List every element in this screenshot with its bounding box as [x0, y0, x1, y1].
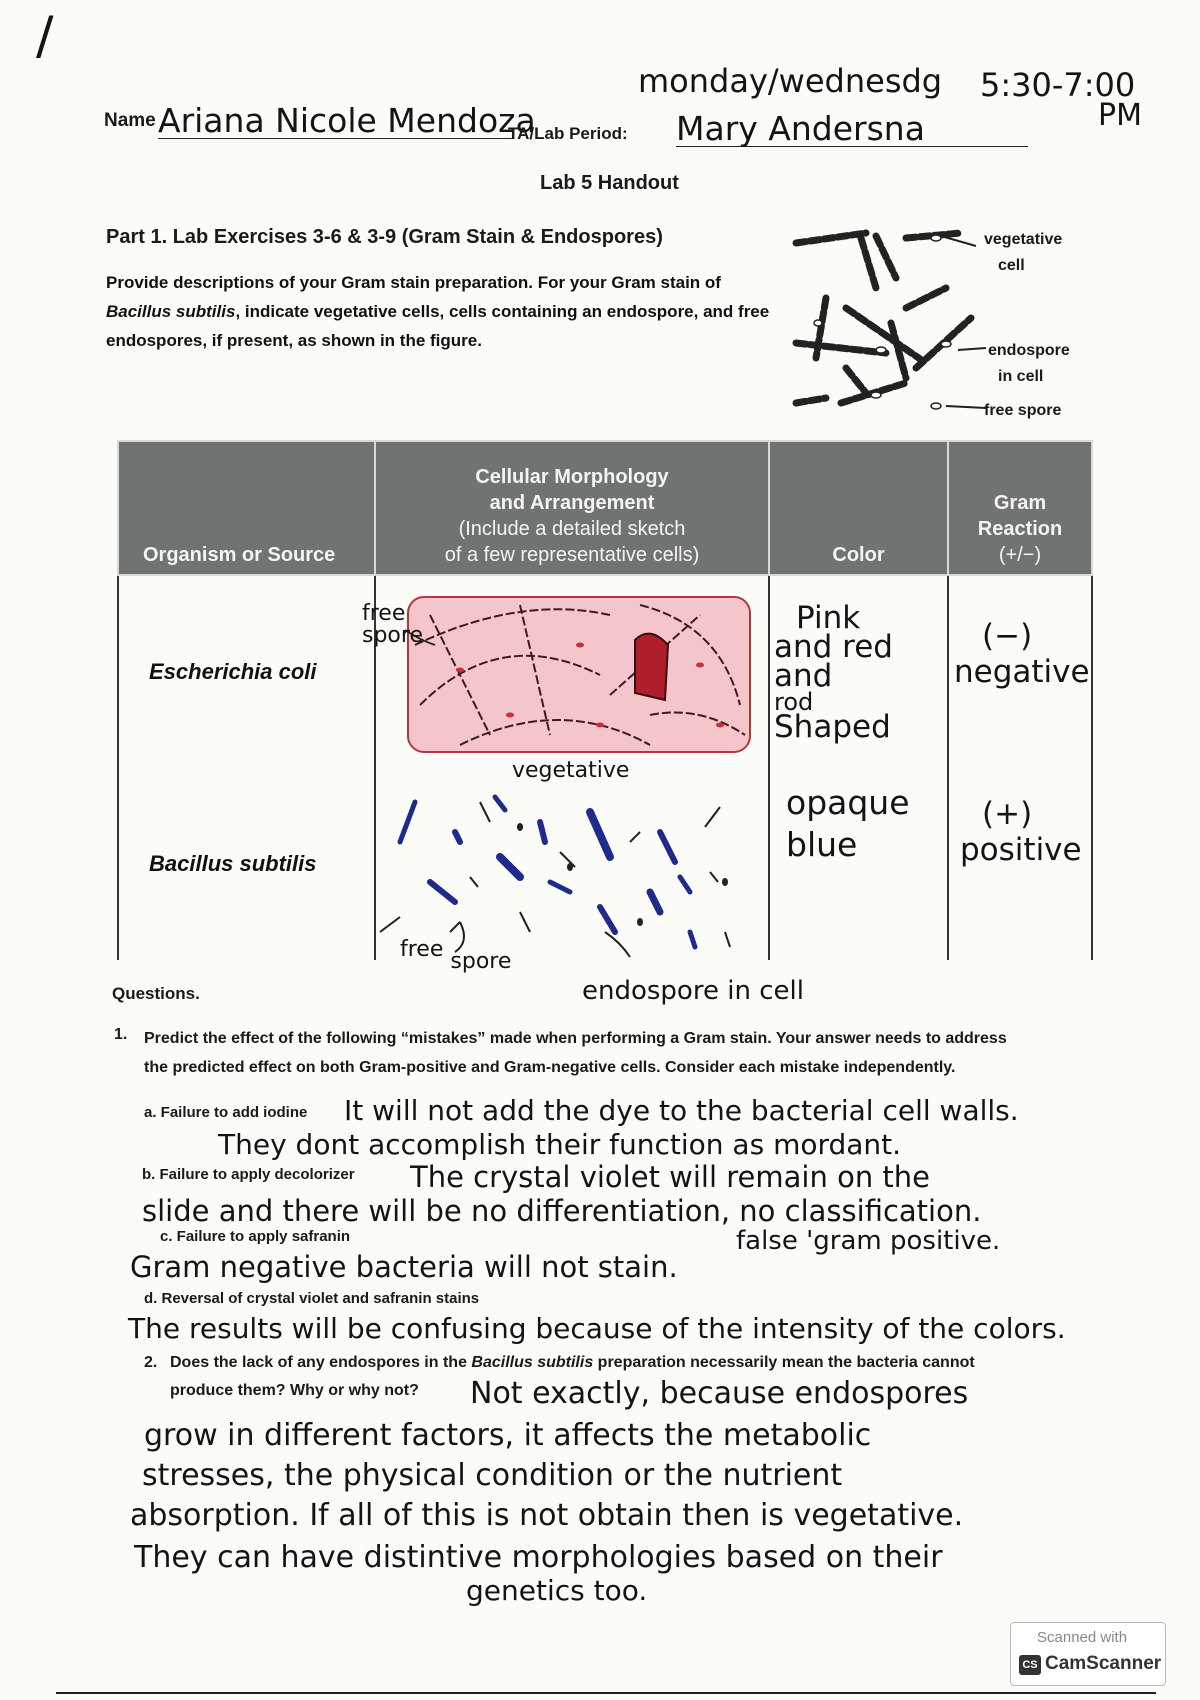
- header-gram-1: Gram: [993, 492, 1047, 514]
- figure-label-free: free spore: [984, 402, 1062, 419]
- page-title: Lab 5 Handout: [540, 172, 679, 194]
- figure-label-endospore-2: in cell: [998, 368, 1044, 385]
- figure-chain-12: [796, 398, 826, 403]
- watermark-line-1: Scanned with: [1037, 1629, 1128, 1646]
- q2-text-2: produce them? Why or why not?: [170, 1382, 419, 1399]
- bacillus-spore: [517, 823, 523, 831]
- q2-answer-6: genetics too.: [466, 1574, 648, 1607]
- instructions-line-1: Provide descriptions of your Gram stain preparation. For your Gram stain of: [106, 273, 721, 292]
- bacillus-spore: [637, 918, 643, 926]
- bacillus-stroke: [470, 877, 478, 887]
- instructions-line-2: [106, 297, 786, 326]
- header-morphology-2: and Arrangement: [489, 492, 655, 514]
- bacillus-stroke: [710, 872, 718, 882]
- name-value: Ariana Nicole Mendoza: [158, 101, 536, 140]
- header-color: Color: [769, 441, 948, 575]
- ecoli-sketch-label-2: spore: [362, 623, 423, 648]
- figure-endospore-5: [814, 320, 822, 326]
- q1b-label: b. Failure to apply decolorizer: [142, 1166, 355, 1183]
- questions-heading: Questions.: [112, 984, 200, 1003]
- bacillus-rod: [600, 907, 615, 932]
- ecoli-gram: [954, 618, 1090, 690]
- q2-text-1b: preparation necessarily mean the bacteria cannot: [593, 1354, 975, 1371]
- figure-label-endospore: [988, 338, 1070, 390]
- figure-chain-3: [876, 236, 896, 278]
- ecoli-cell: [596, 723, 604, 728]
- q1a-label: a. Failure to add iodine: [144, 1104, 308, 1121]
- bacillus-stroke: [380, 917, 400, 932]
- bacillus-color: [786, 782, 910, 866]
- header-gram-3: (+/−): [998, 544, 1042, 566]
- q1b-answer-2: slide and there will be no differentiation, no classification.: [142, 1194, 982, 1228]
- bacillus-rod: [550, 882, 570, 892]
- bacillus-rod: [680, 877, 690, 892]
- part1-instructions: [106, 268, 786, 355]
- q2-answer-4: absorption. If all of this is not obtain then is vegetative.: [130, 1498, 964, 1533]
- schedule-time: 5:30-7:00: [980, 66, 1136, 104]
- ecoli-color: [774, 600, 893, 745]
- ecoli-color-2: and red: [774, 629, 893, 665]
- bacillus-rod: [540, 822, 545, 842]
- header-gram-2: Reaction: [977, 518, 1063, 540]
- bacillus-stroke: [630, 832, 640, 842]
- q2-text-organism: Bacillus subtilis: [471, 1354, 594, 1371]
- ecoli-sketch-label-1: free: [362, 601, 406, 626]
- row-ecoli-organism: Escherichia coli: [118, 575, 375, 768]
- bacillus-rod: [400, 802, 415, 842]
- bacillus-sketch-label: [400, 937, 512, 974]
- ecoli-cell: [576, 643, 584, 648]
- bacillus-spore: [567, 863, 573, 871]
- header-morphology-1: Cellular Morphology: [475, 466, 669, 488]
- figure-label-vegetative-1: vegetative: [984, 231, 1063, 248]
- ecoli-cell: [506, 713, 514, 718]
- ecoli-sketch: [400, 585, 760, 765]
- camscanner-watermark: [1010, 1622, 1166, 1686]
- figure-chain-6: [796, 343, 886, 353]
- figure-endospore-2: [876, 347, 886, 353]
- figure-label-vegetative-2: cell: [998, 257, 1025, 274]
- header-morphology-4: of a few representative cells): [444, 544, 700, 566]
- bacillus-sketch-label-1: free: [400, 937, 444, 962]
- bacillus-gram-2: positive: [960, 832, 1082, 868]
- figure-endospore-3: [941, 341, 951, 347]
- cs-badge-icon: CS: [1019, 1655, 1041, 1675]
- instructions-line-2-text: , indicate vegetative cells, cells containing an endospore, and free: [235, 302, 770, 321]
- figure-chain-8: [906, 288, 946, 308]
- bacillus-gram: [960, 796, 1082, 868]
- table-header-row: [118, 441, 1092, 575]
- figure-endospore-4: [871, 392, 881, 398]
- figure-endospore-1: [931, 235, 941, 241]
- q2-answer-3: stresses, the physical condition or the nutrient: [142, 1458, 843, 1493]
- bacillus-rod: [500, 857, 520, 877]
- ecoli-gram-2: negative: [954, 654, 1090, 690]
- ecoli-cell: [456, 668, 464, 673]
- figure-arrow-vegetative: [941, 236, 976, 246]
- bacillus-sketch-label-top: vegetative: [512, 758, 630, 783]
- bacillus-rod: [650, 892, 660, 912]
- ecoli-cell: [696, 663, 704, 668]
- part1-heading: Part 1. Lab Exercises 3-6 & 3-9 (Gram Stain & Endospores): [106, 226, 663, 248]
- ecoli-color-3: and: [774, 658, 833, 694]
- bacillus-gram-1: (+): [982, 796, 1033, 832]
- bacillus-rod: [660, 832, 675, 862]
- header-organism: Organism or Source: [118, 441, 375, 575]
- header-gram: [948, 441, 1092, 575]
- q1d-answer: The results will be confusing because of the intensity of the colors.: [128, 1312, 1066, 1345]
- q2-answer-2: grow in different factors, it affects the metabolic: [144, 1418, 872, 1453]
- bacillus-color-1: opaque: [786, 783, 910, 822]
- ecoli-color-4: rod: [774, 688, 814, 716]
- q1b-answer-1: The crystal violet will remain on the: [410, 1160, 931, 1194]
- bacillus-stroke: [450, 922, 460, 932]
- q2-text-1a: Does the lack of any endospores in the: [170, 1354, 472, 1371]
- endospore-in-cell-label: endospore in cell: [582, 976, 804, 1006]
- ta-value: Mary Andersna: [676, 112, 1028, 147]
- q1-number: 1.: [114, 1026, 128, 1043]
- bacillus-rod: [590, 812, 610, 857]
- bacillus-stroke: [725, 932, 730, 947]
- figure-arrow-free: [946, 406, 986, 408]
- q1-text-1: Predict the effect of the following “mistakes” made when performing a Gram stain. Your answer needs to address: [144, 1030, 1007, 1047]
- bacillus-rod: [690, 932, 695, 947]
- instructions-line-3: endospores, if present, as shown in the figure.: [106, 331, 482, 350]
- q1b-answer-3: false 'gram positive.: [736, 1226, 1001, 1256]
- bacillus-stroke: [520, 912, 530, 932]
- figure-chain-2: [861, 238, 876, 288]
- q2-number: 2.: [144, 1354, 158, 1371]
- q2-answer-5: They can have distintive morphologies based on their: [134, 1540, 943, 1575]
- figure-label-endospore-1: endospore: [988, 342, 1070, 359]
- figure-free-spore: [931, 403, 941, 409]
- figure-chain-1: [796, 233, 866, 243]
- watermark-line-2: CamScanner: [1045, 1653, 1162, 1674]
- ecoli-gram-1: (−): [982, 618, 1033, 654]
- q2-text-1: [170, 1354, 975, 1372]
- ecoli-cell: [716, 723, 724, 728]
- figure-label-vegetative: [984, 227, 1062, 279]
- q1a-answer-2: They dont accomplish their function as mordant.: [218, 1128, 902, 1161]
- schedule-days: monday/wednesdg: [638, 62, 943, 100]
- bacillus-color-2: blue: [786, 825, 858, 864]
- ecoli-color-1: Pink: [796, 600, 861, 636]
- bacillus-stroke: [705, 807, 720, 827]
- bacillus-stroke: [480, 802, 490, 822]
- instructions-organism: Bacillus subtilis: [106, 302, 236, 321]
- figure-arrow-endospore: [958, 348, 986, 350]
- ecoli-color-5: Shaped: [774, 709, 891, 745]
- ecoli-dark-cluster: [635, 634, 668, 700]
- header-morphology-3: (Include a detailed sketch: [458, 518, 686, 540]
- q1a-answer-1: It will not add the dye to the bacterial cell walls.: [344, 1094, 1019, 1127]
- q1-text: [144, 1024, 1007, 1082]
- q1c-answer: Gram negative bacteria will not stain.: [130, 1250, 678, 1284]
- bacillus-pointer-endospore: [605, 932, 630, 957]
- name-label: Name: [104, 110, 156, 131]
- row-bacillus-organism: Bacillus subtilis: [118, 768, 375, 960]
- bacillus-stroke: [560, 852, 575, 867]
- bacillus-sketch-label-2: spore: [450, 949, 512, 974]
- bacillus-rod: [430, 882, 455, 902]
- q2-answer-1: Not exactly, because endospores: [470, 1376, 969, 1411]
- q1c-label: c. Failure to apply safranin: [160, 1228, 351, 1245]
- bacillus-spore: [722, 878, 728, 886]
- bacillus-sketch: [360, 782, 760, 962]
- figure-chain-13: [846, 368, 866, 393]
- header-morphology: [375, 441, 769, 575]
- schedule-pm: PM: [1098, 98, 1142, 133]
- bacillus-rod: [495, 797, 505, 810]
- corner-mark: /: [36, 6, 54, 66]
- bacillus-rod: [455, 832, 460, 842]
- ta-label: TA/Lab Period:: [508, 124, 628, 143]
- q1d-label: d. Reversal of crystal violet and safranin stains: [144, 1290, 480, 1307]
- page-bottom-rule: [56, 1692, 1156, 1694]
- q1-text-2: the predicted effect on both Gram-positive and Gram-negative cells. Consider each mistake independently.: [144, 1059, 956, 1076]
- ecoli-sketch-label: [362, 603, 423, 647]
